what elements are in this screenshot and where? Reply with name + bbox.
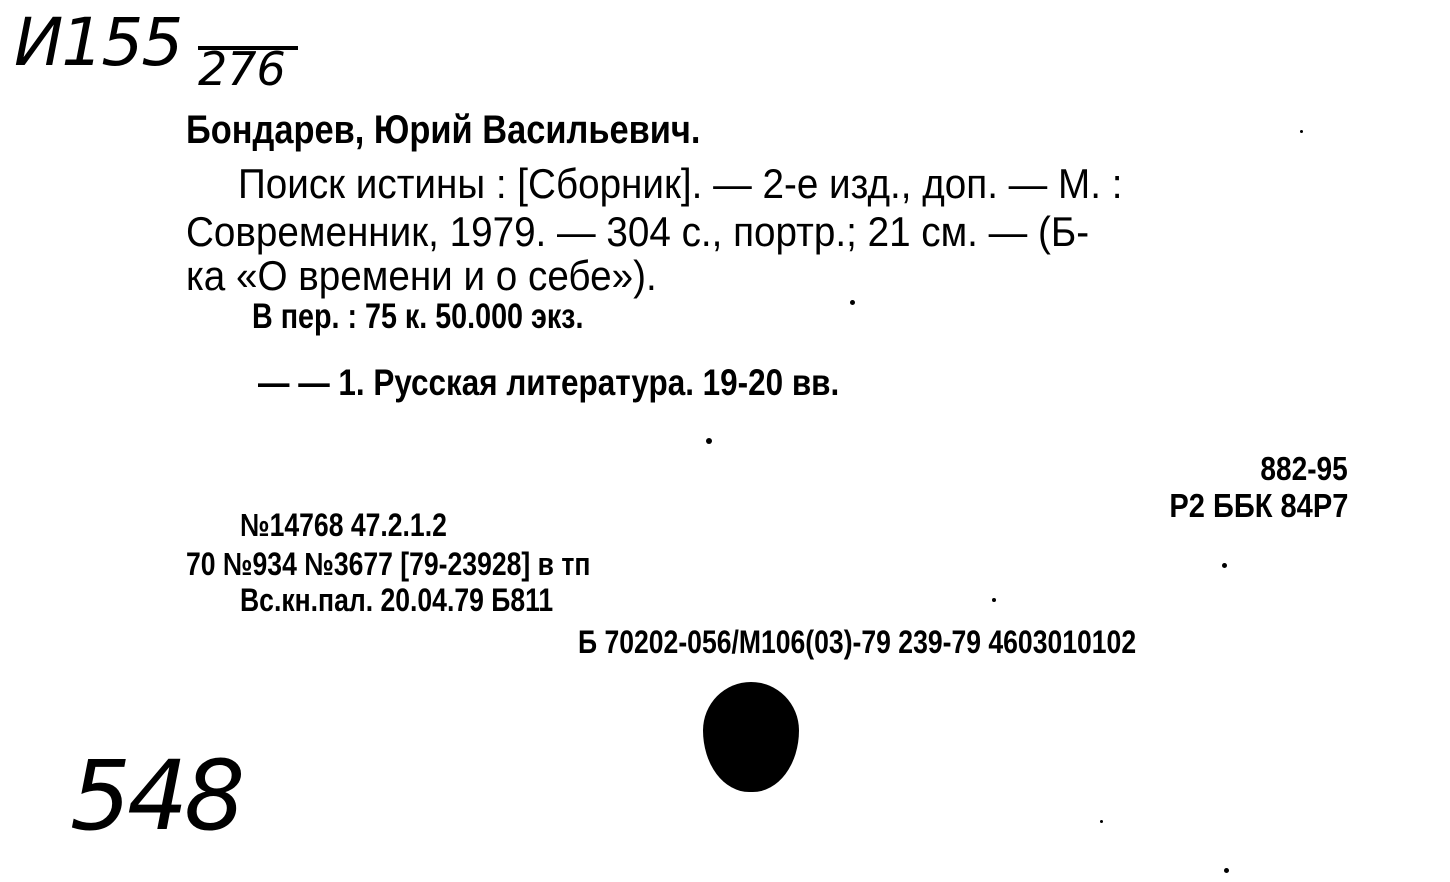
handwritten-call-subnumber: 276: [198, 42, 286, 96]
speck: [992, 598, 996, 602]
classification-number: 882-95: [1260, 450, 1348, 487]
imprint-line-4: Б 70202-056/М106(03)-79 239-79 4603010102: [578, 624, 1137, 660]
imprint-line-3: Вс.кн.пал. 20.04.79 Б811: [240, 582, 554, 618]
series-line: ка «О времени и о себе»).: [186, 252, 657, 299]
imprint-line-1: №14768 47.2.1.2: [240, 507, 447, 543]
publication-line: Современник, 1979. — 304 с., портр.; 21 см. — (Б-: [186, 208, 1090, 255]
handwritten-call-code: И155: [14, 4, 182, 81]
imprint-line-2: 70 №934 №3677 [79-23928] в тп: [186, 546, 591, 582]
speck: [1100, 820, 1103, 823]
speck: [1300, 130, 1303, 133]
speck: [706, 438, 712, 444]
price-print-run: В пер. : 75 к. 50.000 экз.: [252, 297, 584, 336]
speck: [850, 300, 855, 305]
punch-hole: [703, 682, 799, 792]
title-line: Поиск истины : [Сборник]. — 2-е изд., доп. — М. :: [238, 160, 1123, 207]
subject-heading: — — 1. Русская литература. 19-20 вв.: [258, 362, 840, 403]
handwritten-number: 548: [70, 740, 242, 852]
speck: [1224, 868, 1229, 873]
bbk-index: Р2 ББК 84Р7: [1169, 487, 1348, 524]
speck: [1222, 563, 1227, 568]
author-heading: Бондарев, Юрий Васильевич.: [186, 108, 701, 152]
